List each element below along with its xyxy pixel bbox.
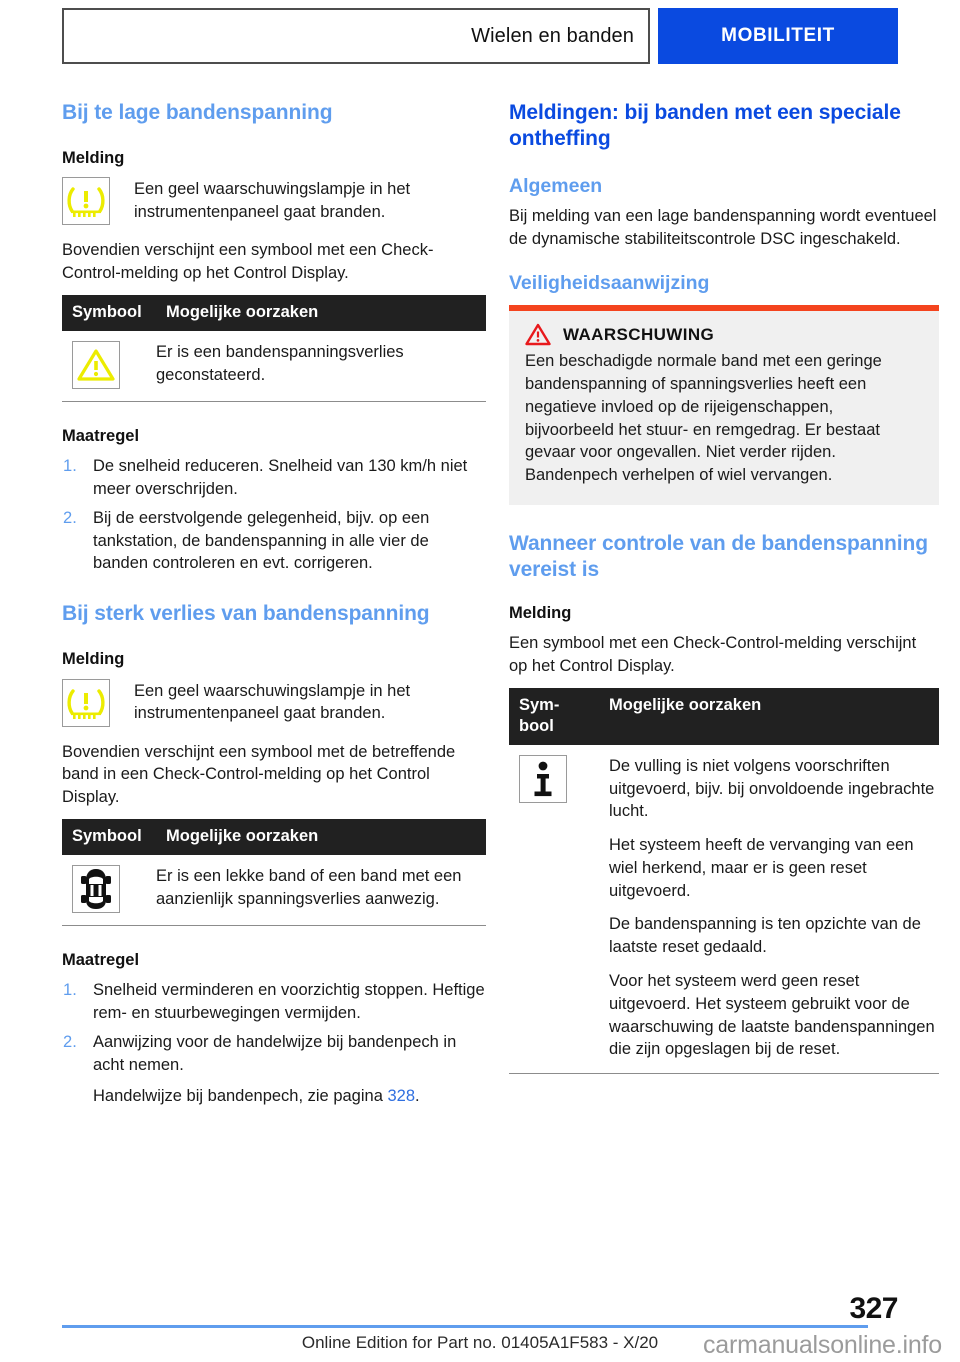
symbol-cell — [62, 679, 134, 727]
warning-triangle-red-icon — [525, 323, 551, 346]
cause-text: Er is een lekke band of een band met een aanzienlijk spanningsverlies aanwezig. — [156, 866, 462, 908]
table-header-cause: Mogelijke oorzaken — [166, 826, 319, 845]
veiligheidsaanwijzing-heading: Veiligheidsaanwijzing — [509, 271, 710, 294]
table-header-symbol: Symbool — [72, 303, 142, 321]
melding-symbol-row-1 — [62, 177, 486, 225]
melding-symbol-row-2 — [62, 679, 486, 727]
maatregel-label-2: Maatregel — [62, 950, 140, 969]
page-title-special-exemption: Meldingen: bij banden met een speciale ontheffing — [509, 101, 901, 151]
step-item — [62, 979, 486, 1025]
chapter-tab-label: Wielen en banden — [471, 24, 634, 47]
warning-triangle-icon — [72, 341, 120, 389]
cause-cell — [156, 865, 486, 911]
page-title-when-check-required: Wanneer controle van de bandenspanning vereist is — [509, 531, 928, 581]
algemeen-text: Bij melding van een lage bandenspanning wordt eventueel de dynamische stabiliteitscontrole DSC ingeschakeld. — [509, 207, 937, 249]
table-header-symbol: Symbool — [72, 826, 142, 845]
section-tab-label: MOBILITEIT — [721, 25, 835, 46]
watermark-text: carmanualsonline.info — [702, 1331, 942, 1359]
symbol-cell — [72, 865, 156, 913]
melding-paragraph-2: Bovendien verschijnt een symbool met de betreffende band in een Check-Control-melding op het Control Display. — [62, 742, 456, 807]
reference-prefix: Handelwijze bij bandenpech, zie pagina — [93, 1087, 388, 1106]
page-header — [62, 8, 898, 64]
symbol-cell — [72, 341, 156, 389]
maatregel-steps-1 — [62, 455, 486, 575]
melding-paragraph-1: Bovendien verschijnt een symbool met een Check-Control-melding op het Control Display. — [62, 241, 434, 283]
table-row — [62, 855, 486, 926]
symbol-cell — [519, 755, 609, 803]
cause-text: Er is een bandenspanningsverlies geconstateerd. — [156, 342, 404, 384]
maatregel-label-1: Maatregel — [62, 426, 140, 445]
step-text: Aanwijzing voor de handelwijze bij bandenpech in acht nemen. — [93, 1032, 457, 1074]
right-column — [509, 100, 939, 1074]
melding-label-3: Melding — [509, 604, 572, 622]
table-header-row — [62, 819, 486, 855]
melding-symbol-text-2: Een geel waarschuwingslampje in het instrumentenpaneel gaat branden. — [134, 681, 411, 723]
symbol-cause-table-2 — [62, 819, 486, 926]
cause-text: De vulling is niet volgens voorschriften uitgevoerd, bijv. bij onvoldoende ingebrachte lucht. — [609, 756, 935, 821]
table-header-symbol-line2: bool — [519, 716, 554, 735]
page-title-low-pressure: Bij te lage bandenspanning — [62, 101, 333, 124]
step-text: Snelheid verminderen en voorzichtig stoppen. Heftige rem- en stuurbewegingen vermijden. — [93, 981, 485, 1023]
cause-cell — [609, 755, 939, 1061]
melding-label-1: Melding — [62, 149, 125, 168]
warning-title: WAARSCHUWING — [563, 324, 715, 344]
cause-text: Het systeem heeft de vervanging van een wiel herkend, maar er is geen reset uitgevoerd. — [609, 836, 914, 900]
warning-text: Een beschadigde normale band met een geringe bandenspanning of spanningsverlies heeft een negatieve invloed op de rijeigenschappen, bijvoorbeeld het stuur- en remgedrag. Er bestaat gevaar voor ongevallen. Niet verder rijden. Bandenpech verhelpen of wiel vervangen. — [525, 352, 882, 485]
page-number: 327 — [849, 1292, 898, 1325]
reference-suffix: . — [415, 1087, 420, 1106]
car-top-view-icon — [72, 865, 120, 913]
table-header-symbol — [519, 695, 609, 737]
maatregel-steps-2 — [62, 979, 486, 1108]
table-header-cause: Mogelijke oorzaken — [166, 303, 319, 321]
step-extra-reference — [93, 1085, 486, 1108]
melding-label-2: Melding — [62, 650, 125, 669]
symbol-cause-table-3 — [509, 688, 939, 1074]
warning-header — [509, 311, 939, 350]
section-tab — [658, 8, 898, 64]
info-icon — [519, 755, 567, 803]
step-item: Bij de eerstvolgende gelegenheid, bijv. op een tankstation, de bandenspanning in alle vier de banden controleren en evt. corrigeren. — [93, 508, 430, 573]
symbol-cause-table-1 — [62, 295, 486, 402]
tire-pressure-warning-icon — [62, 679, 110, 727]
table-header-row — [509, 688, 939, 745]
algemeen-heading: Algemeen — [509, 175, 603, 198]
footer-edition-note: Online Edition for Part no. 01405A1F583 - X/20 — [301, 1333, 659, 1352]
warning-box — [509, 305, 939, 505]
cause-text: Voor het systeem werd geen reset uitgevoerd. Het systeem gebruikt voor de waarschuwing de laatste bandenspanningen die zijn opgeslagen bij de reset. — [609, 972, 935, 1059]
table-row — [509, 745, 939, 1074]
left-column — [62, 100, 486, 1114]
cause-cell — [156, 341, 486, 387]
tire-pressure-warning-icon — [62, 177, 110, 225]
footer-divider — [62, 1325, 868, 1328]
table-row — [62, 331, 486, 402]
melding-symbol-text-1: Een geel waarschuwingslampje in het instrumentenpaneel gaat branden. — [134, 180, 411, 222]
step-item — [62, 1031, 486, 1108]
melding-paragraph-3: Een symbool met een Check-Control-melding verschijnt op het Control Display. — [509, 634, 917, 676]
page-title-strong-loss: Bij sterk verlies van bandenspanning — [62, 602, 430, 626]
table-header-row — [62, 295, 486, 331]
chapter-tab — [62, 8, 650, 64]
step-item: De snelheid reduceren. Snelheid van 130 km/h niet meer overschrijden. — [93, 457, 468, 499]
symbol-cell — [62, 177, 134, 225]
cause-text: De bandenspanning is ten opzichte van de laatste reset gedaald. — [609, 915, 921, 957]
table-header-cause: Mogelijke oorzaken — [609, 695, 762, 714]
page-reference-link[interactable]: 328 — [387, 1087, 415, 1106]
table-header-symbol-line1: Sym- — [519, 695, 560, 714]
